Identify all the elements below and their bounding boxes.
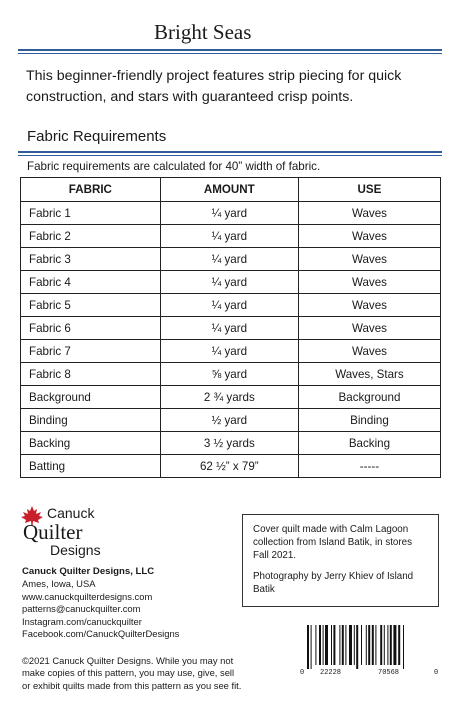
table-row bbox=[21, 248, 441, 271]
fabric-requirements-table bbox=[20, 177, 441, 478]
amount-cell: ¼ yard bbox=[160, 294, 298, 317]
table-row bbox=[21, 294, 441, 317]
barcode-bar bbox=[384, 625, 385, 665]
amount-cell: 3 ½ yards bbox=[160, 432, 298, 455]
copyright-notice: ©2021 Canuck Quilter Designs. While you may not make copies of this pattern, you may use, give, sell or exhibit quilts made from this pattern as you see fit. bbox=[22, 655, 242, 691]
fabric-cell: Fabric 2 bbox=[21, 225, 161, 248]
use-cell: ----- bbox=[298, 455, 440, 478]
barcode-bar bbox=[387, 625, 388, 665]
table-row bbox=[21, 363, 441, 386]
barcode-bar bbox=[393, 625, 396, 665]
use-cell: Backing bbox=[298, 432, 440, 455]
fabric-cell: Backing bbox=[21, 432, 161, 455]
barcode-bar bbox=[361, 625, 362, 665]
section-underline bbox=[18, 151, 442, 156]
use-cell: Waves bbox=[298, 225, 440, 248]
amount-cell: ⅝ yard bbox=[160, 363, 298, 386]
amount-cell: 62 ½” x 79” bbox=[160, 455, 298, 478]
amount-cell: ½ yard bbox=[160, 409, 298, 432]
barcode-bar bbox=[349, 625, 352, 665]
cover-note-fabric: Cover quilt made with Calm Lagoon collection from Island Batik, in stores Fall 2021. bbox=[253, 524, 412, 561]
use-cell: Waves bbox=[298, 340, 440, 363]
amount-cell: ¼ yard bbox=[160, 202, 298, 225]
instagram-link[interactable]: Instagram.com/canuckquilter bbox=[22, 615, 142, 627]
fabric-cell: Fabric 8 bbox=[21, 363, 161, 386]
use-cell: Waves bbox=[298, 202, 440, 225]
amount-cell: ¼ yard bbox=[160, 225, 298, 248]
table-row bbox=[21, 202, 441, 225]
logo-word-quilter: Quilter bbox=[23, 520, 83, 544]
table-header-row bbox=[21, 178, 441, 202]
title-underline bbox=[18, 49, 442, 54]
barcode-bars bbox=[307, 625, 433, 669]
use-cell: Waves, Stars bbox=[298, 363, 440, 386]
use-cell: Waves bbox=[298, 294, 440, 317]
amount-cell: 2 ¾ yards bbox=[160, 386, 298, 409]
website-link[interactable]: www.canuckquilterdesigns.com bbox=[22, 590, 153, 602]
barcode-bar bbox=[325, 625, 328, 665]
table-row bbox=[21, 340, 441, 363]
table-row bbox=[21, 455, 441, 478]
barcode-bar bbox=[354, 625, 355, 665]
use-cell: Binding bbox=[298, 409, 440, 432]
column-header-amount: AMOUNT bbox=[160, 178, 298, 202]
barcode-digits-right: 70568 bbox=[378, 669, 400, 677]
barcode-bar bbox=[372, 625, 374, 665]
fabric-cell: Fabric 3 bbox=[21, 248, 161, 271]
fabric-cell: Fabric 4 bbox=[21, 271, 161, 294]
barcode-bar bbox=[311, 625, 312, 669]
barcode-bar bbox=[331, 625, 332, 665]
barcode-bar bbox=[366, 625, 367, 665]
barcode-bar bbox=[368, 625, 370, 665]
logo-word-designs: Designs bbox=[50, 542, 101, 558]
barcode-digit-prefix: 0 bbox=[300, 669, 305, 677]
facebook-link[interactable]: Facebook.com/CanuckQuilterDesigns bbox=[22, 628, 180, 640]
use-cell: Waves bbox=[298, 248, 440, 271]
table-row bbox=[21, 432, 441, 455]
intro-text: This beginner-friendly project features strip piecing for quick construction, and stars with guaranteed crisp points. bbox=[26, 68, 402, 105]
fabric-cell: Fabric 6 bbox=[21, 317, 161, 340]
barcode-digit-check: 0 bbox=[434, 669, 439, 677]
amount-cell: ¼ yard bbox=[160, 248, 298, 271]
barcode-bar bbox=[323, 625, 324, 665]
table-row bbox=[21, 271, 441, 294]
barcode-bar bbox=[319, 625, 321, 665]
company-location: Ames, Iowa, USA bbox=[22, 578, 96, 590]
company-logo bbox=[20, 503, 130, 559]
barcode-bar bbox=[333, 625, 335, 665]
fabric-cell: Fabric 1 bbox=[21, 202, 161, 225]
barcode-bar bbox=[375, 625, 376, 665]
email-link[interactable]: patterns@canuckquilter.com bbox=[22, 603, 141, 615]
fabric-cell: Background bbox=[21, 386, 161, 409]
barcode-bar bbox=[339, 625, 340, 665]
company-name: Canuck Quilter Designs, LLC bbox=[22, 566, 155, 577]
barcode-digits-left: 22228 bbox=[320, 669, 342, 677]
page-title: Bright Seas bbox=[154, 20, 252, 44]
table-row bbox=[21, 317, 441, 340]
use-cell: Background bbox=[298, 386, 440, 409]
table-row bbox=[21, 386, 441, 409]
logo-word-canuck: Canuck bbox=[47, 505, 95, 521]
barcode-bar bbox=[345, 625, 346, 665]
amount-cell: ¼ yard bbox=[160, 317, 298, 340]
fabric-cell: Batting bbox=[21, 455, 161, 478]
barcode-bar bbox=[315, 625, 316, 665]
fabric-cell: Fabric 5 bbox=[21, 294, 161, 317]
cover-quilt-note bbox=[242, 514, 439, 607]
section-title: Fabric Requirements bbox=[27, 128, 167, 145]
barcode-bar bbox=[398, 625, 400, 665]
barcode-bar bbox=[307, 625, 309, 669]
barcode-bar bbox=[380, 625, 382, 665]
table-row bbox=[21, 225, 441, 248]
column-header-use: USE bbox=[298, 178, 440, 202]
width-note: Fabric requirements are calculated for 40” width of fabric. bbox=[27, 160, 321, 173]
fabric-cell: Binding bbox=[21, 409, 161, 432]
use-cell: Waves bbox=[298, 271, 440, 294]
cover-note-photography: Photography by Jerry Khiev of Island Batik bbox=[253, 571, 414, 595]
column-header-fabric: FABRIC bbox=[21, 178, 161, 202]
contact-info bbox=[22, 566, 179, 640]
table-row bbox=[21, 409, 441, 432]
upc-barcode bbox=[300, 625, 440, 675]
barcode-bar bbox=[403, 625, 404, 669]
use-cell: Waves bbox=[298, 317, 440, 340]
amount-cell: ¼ yard bbox=[160, 340, 298, 363]
fabric-cell: Fabric 7 bbox=[21, 340, 161, 363]
barcode-bar bbox=[390, 625, 392, 665]
barcode-bar bbox=[356, 625, 358, 669]
amount-cell: ¼ yard bbox=[160, 271, 298, 294]
barcode-bar bbox=[342, 625, 344, 665]
